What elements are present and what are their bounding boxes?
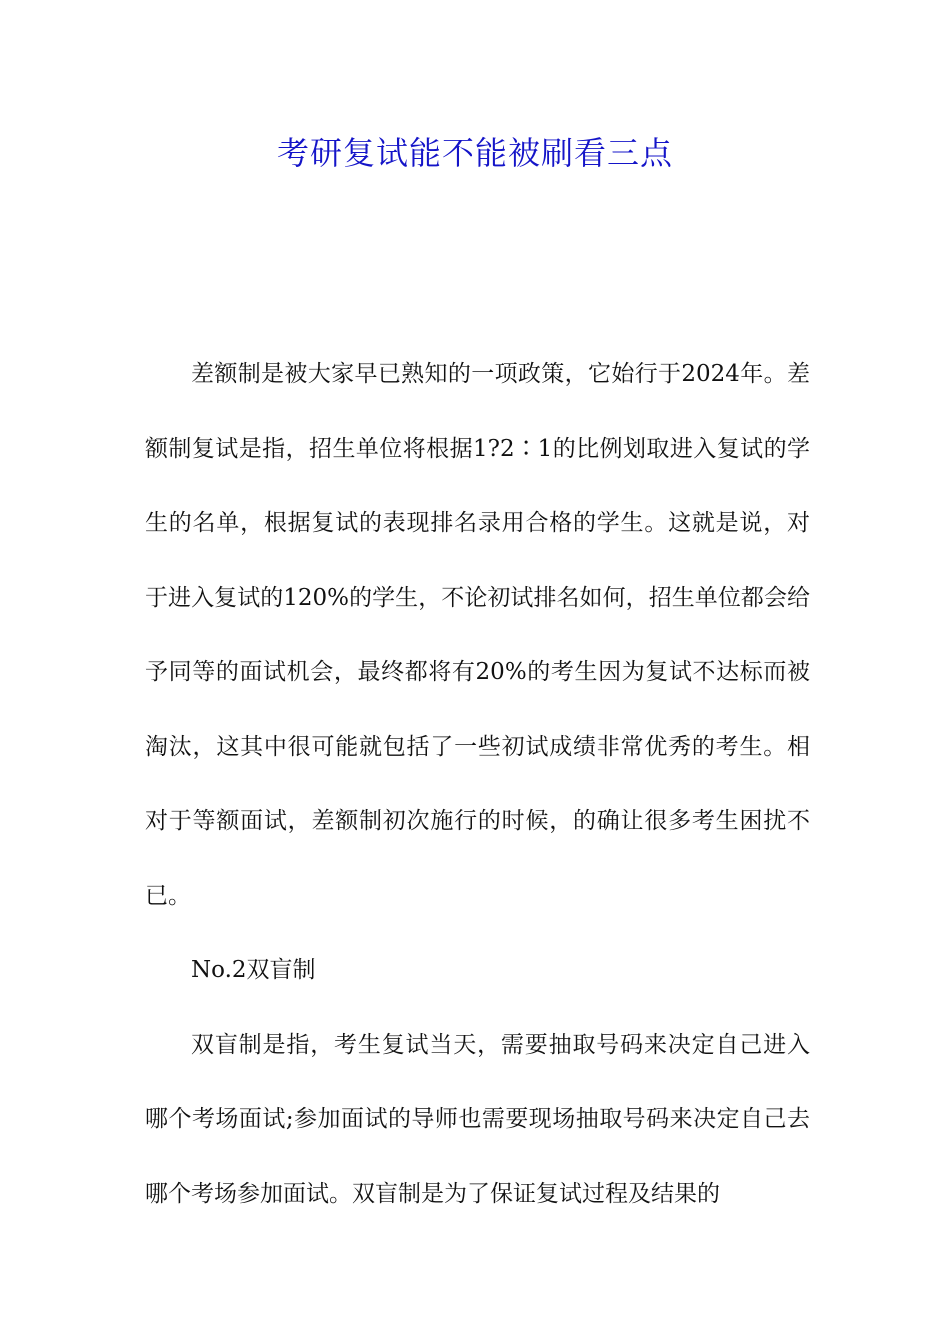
section-heading-double-blind: No.2双盲制 — [191, 957, 316, 983]
paragraph-differential-system: 差额制是被大家早已熟知的一项政策，它始行于2024年。差额制复试是指，招生单位将根据1?2∶1的比例划取进入复试的学生的名单，根据复试的表现排名录用合格的学生。这就是说，对于进入复试的120%的学生，不论初试排名如何，招生单位都会给予同等的面试机会，最终都将有20%的考生因为复试不达标而被淘汰，这其中很可能就包括了一些初试成绩非常优秀的考生。相对于等额面试，差额制初次施行的时候，的确让很多考生困扰不已。 — [145, 361, 810, 909]
paragraph-double-blind: 双盲制是指，考生复试当天，需要抽取号码来决定自己进入哪个考场面试;参加面试的导师也需要现场抽取号码来决定自己去哪个考场参加面试。双盲制是为了保证复试过程及结果的 — [145, 1031, 810, 1207]
document-body — [145, 337, 810, 1231]
document-title: 考研复试能不能被刷看三点 — [276, 134, 673, 172]
